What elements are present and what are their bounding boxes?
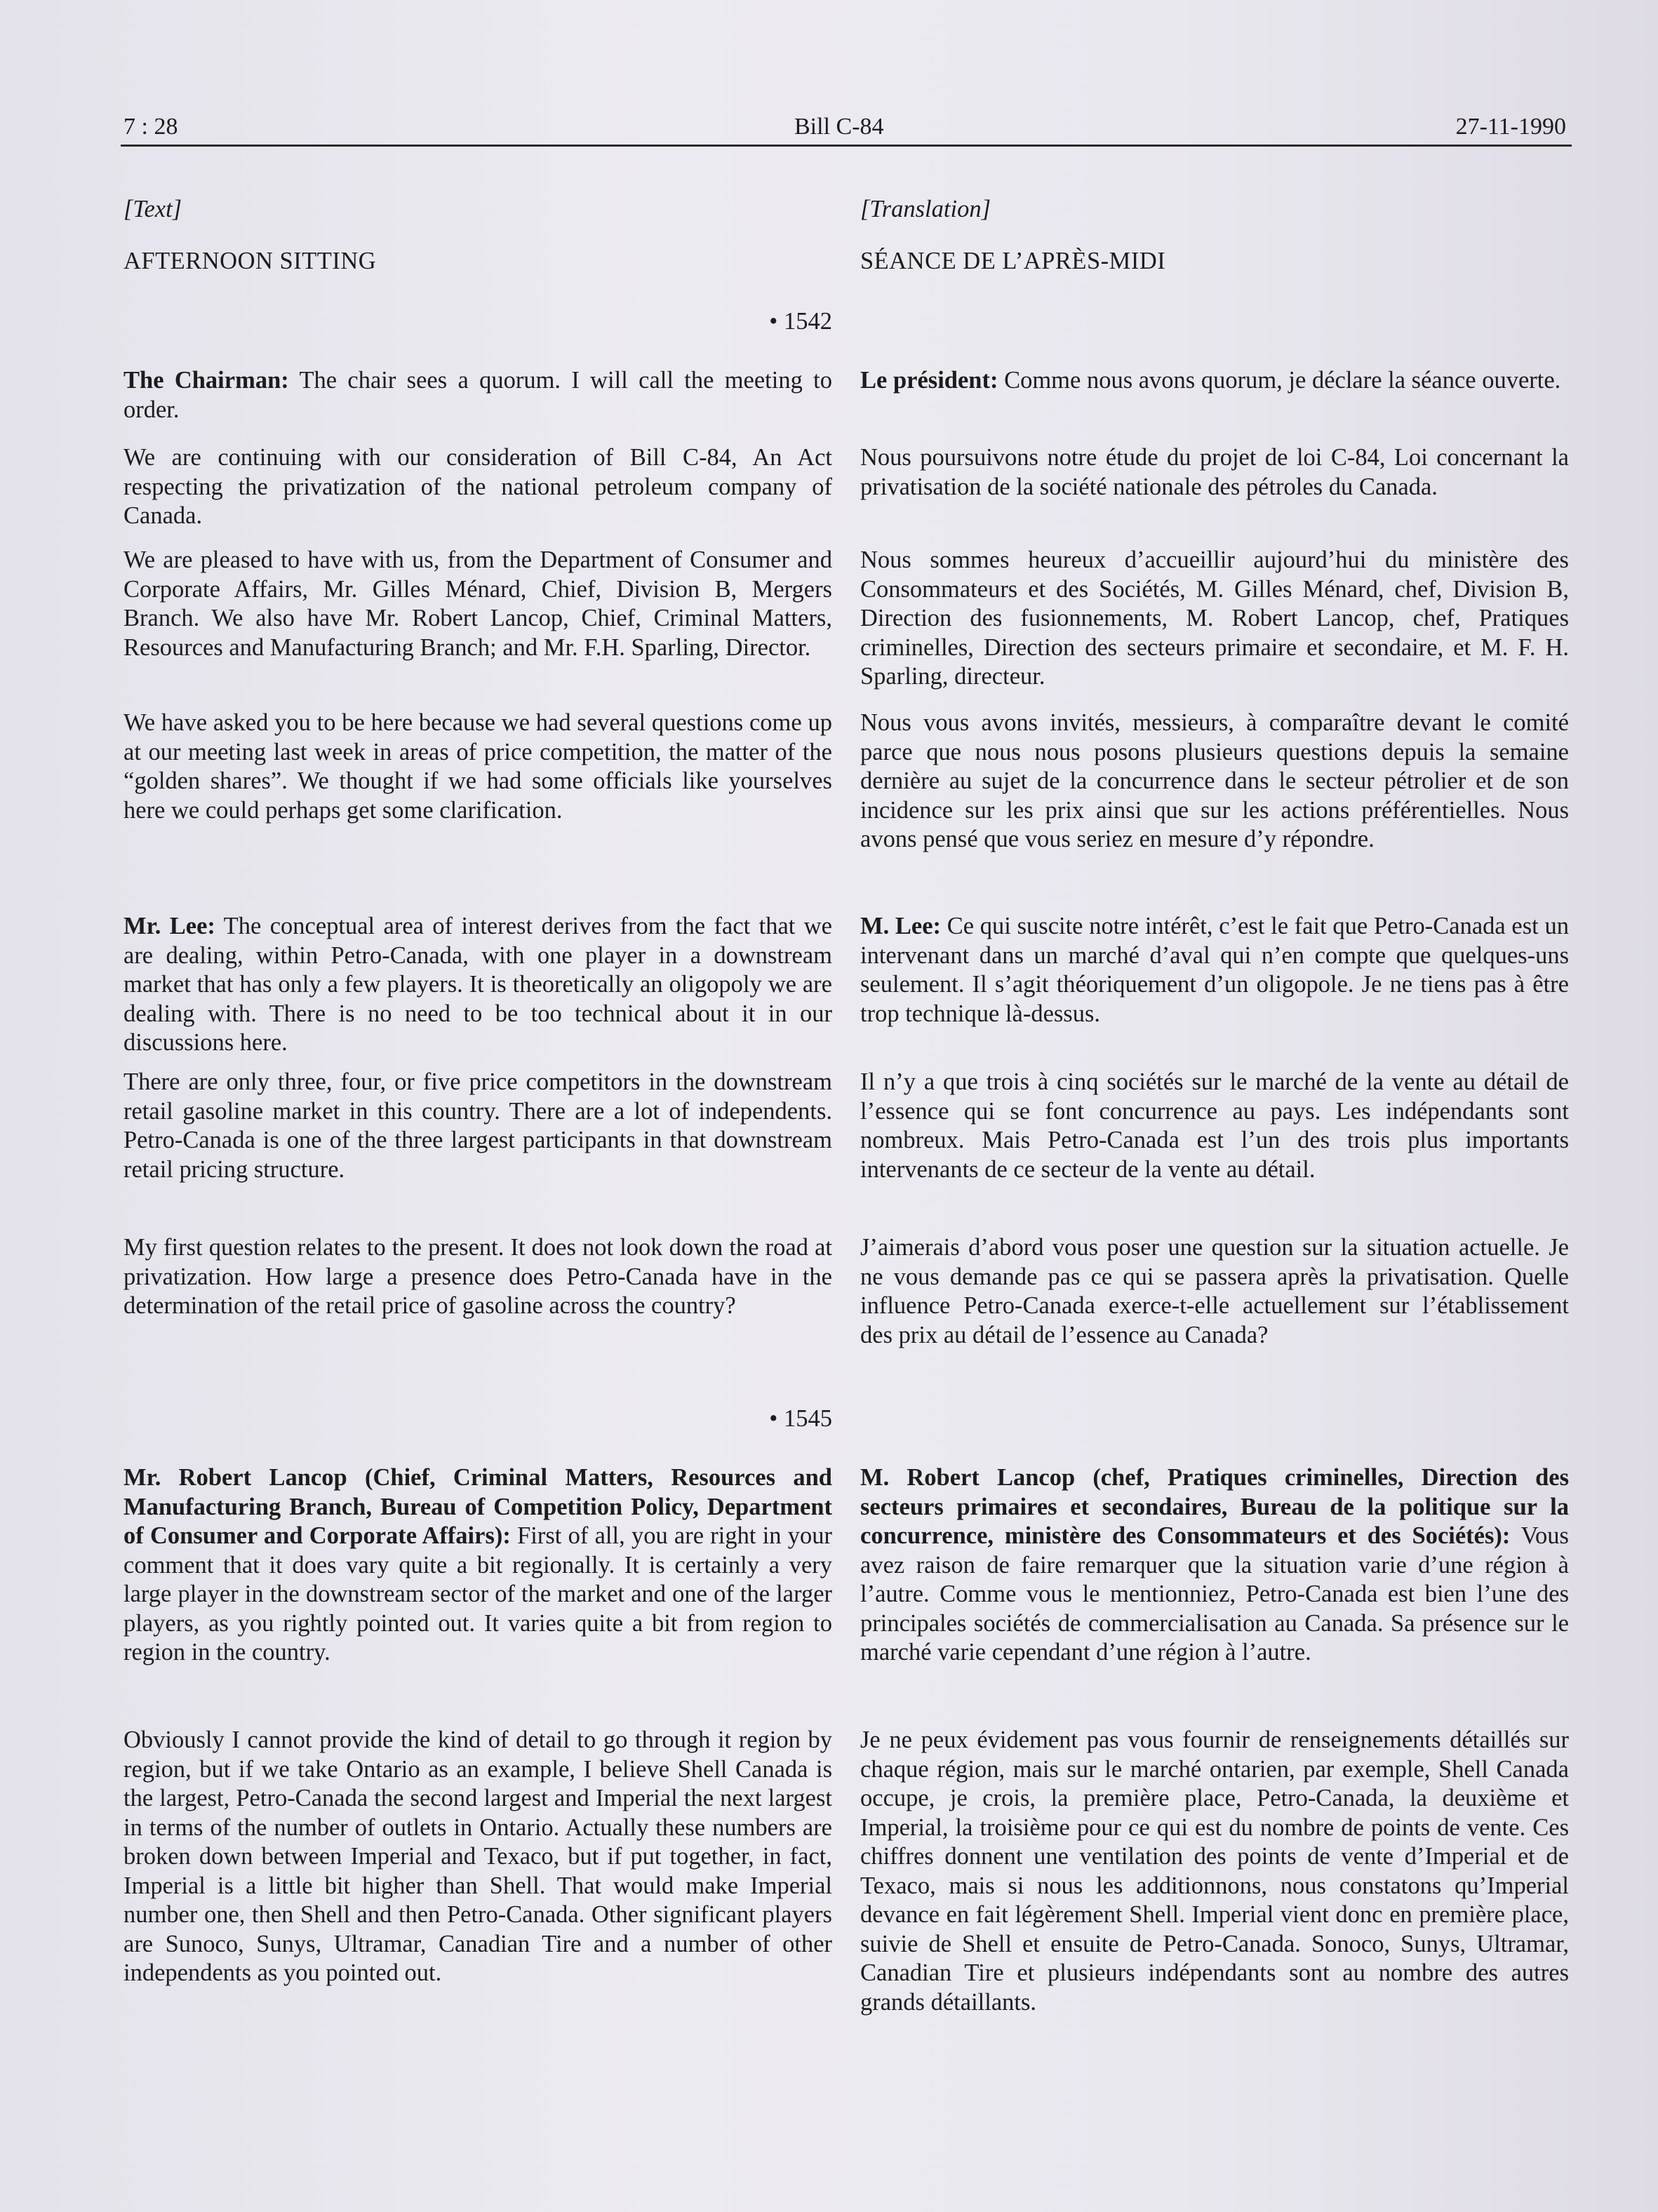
speaker-name: The Chairman: bbox=[123, 367, 289, 394]
paragraph: Nous sommes heureux d’accueillir aujourd’hui du ministère des Consommateurs et des Sociétés, M. Gilles Ménard, chef, Division B, Direction des fusionnements, M. Robert Lancop, chef, Pratiques criminelles, Direction des secteurs primaire et secondaire, et M. F. H. Sparling, directeur. bbox=[860, 547, 1569, 690]
paragraph-lee bbox=[123, 912, 832, 1058]
paragraph: Nous vous avons invités, messieurs, à comparaître devant le comité parce que nous nous posons plusieurs questions depuis la semaine dernière au sujet de la concurrence dans le secteur pétrolier et de son incidence sur les prix ainsi que sur les actions préférentielles. Nous avons pensé que vous seriez en mesure d’y répondre. bbox=[860, 709, 1569, 852]
paragraph-text: Comme nous avons quorum, je déclare la séance ouverte. bbox=[998, 367, 1561, 394]
speaker-name: Mr. Robert Lancop (Chief, Criminal Matters, Resources and Manufacturing Branch, Bureau of Competition Policy, Department of Consumer and Corporate Affairs): bbox=[123, 1464, 832, 1549]
paragraph-text: The conceptual area of interest derives from the fact that we are dealing, within Petro-Canada, with one player in a downstream market that has only a few players. It is theoretically an oligopoly we are dealing with. There is no need to be too technical about it in our discussions here. bbox=[123, 913, 832, 1056]
speaker-name: M. Lee: bbox=[860, 913, 942, 939]
paragraph: We have asked you to be here because we had several questions come up at our meeting last week in areas of price competition, the matter of the “golden shares”. We thought if we had some officials like yourselves here we could perhaps get some clarification. bbox=[123, 709, 832, 824]
paragraph-lee bbox=[860, 912, 1569, 1028]
time-marker: • 1545 bbox=[769, 1405, 832, 1432]
translation-tag: [Translation] bbox=[860, 196, 991, 222]
paragraph-lancop bbox=[860, 1463, 1569, 1668]
paragraph: We are pleased to have with us, from the Department of Consumer and Corporate Affairs, Mr. Gilles Ménard, Chief, Division B, Mergers Branch. We also have Mr. Robert Lancop, Chief, Criminal Matters, Resources and Manufacturing Branch; and Mr. F.H. Sparling, Director. bbox=[123, 547, 832, 661]
paragraph: Obviously I cannot provide the kind of detail to go through it region by region, but if we take Ontario as an example, I believe Shell Canada is the largest, Petro-Canada the second largest and Imperial the next largest in terms of the number of outlets in Ontario. Actually these numbers are broken down between Imperial and Texaco, but if put together, in fact, Imperial is a little bit higher than Shell. That would make Imperial number one, then Shell and then Petro-Canada. Other significant players are Sunoco, Sunys, Ultramar, Canadian Tire and a number of other independents as you pointed out. bbox=[123, 1727, 832, 1986]
page-header bbox=[121, 107, 1572, 147]
paragraph-text: The chair sees a quorum. I will call the meeting to order. bbox=[123, 367, 832, 423]
time-marker: • 1542 bbox=[769, 308, 832, 335]
document-date: 27-11-1990 bbox=[1455, 114, 1566, 140]
page-number: 7 : 28 bbox=[123, 114, 178, 140]
paragraph-text: First of all, you are right in your comment that it does vary quite a bit regionally. It is certainly a very large player in the downstream sector of the market and one of the larger players, as you rightly pointed out. It varies quite a bit from region to region in the country. bbox=[123, 1522, 833, 1665]
text-tag: [Text] bbox=[123, 196, 182, 222]
paragraph: Nous poursuivons notre étude du projet de loi C-84, Loi concernant la privatisation de la société nationale des pétroles du Canada. bbox=[860, 444, 1569, 500]
paragraph-chairman bbox=[123, 366, 832, 424]
speaker-name: Le président: bbox=[860, 367, 998, 394]
section-heading: AFTERNOON SITTING bbox=[123, 248, 377, 274]
paragraph: There are only three, four, or five price competitors in the downstream retail gasoline market in this country. There are a lot of independents. Petro-Canada is one of the three largest participants in that downstream retail pricing structure. bbox=[123, 1068, 832, 1183]
section-heading: SÉANCE DE L’APRÈS-MIDI bbox=[860, 248, 1166, 274]
paragraph: My first question relates to the present. It does not look down the road at privatization. How large a presence does Petro-Canada have in the determination of the retail price of gasoline across the country? bbox=[123, 1234, 832, 1319]
paragraph-lancop bbox=[123, 1463, 832, 1668]
document-title: Bill C-84 bbox=[794, 114, 884, 140]
paragraph-president bbox=[860, 366, 1569, 396]
speaker-name: M. Robert Lancop (chef, Pratiques criminelles, Direction des secteurs primaires et secondaires, Bureau de la politique sur la concurrence, ministère des Consommateurs et des Sociétés): bbox=[860, 1464, 1569, 1549]
paragraph: Je ne peux évidement pas vous fournir de renseignements détaillés sur chaque région, mais sur le marché ontarien, par exemple, Shell Canada occupe, je crois, la première place, Petro-Canada, la deuxième et Imperial, la troisième pour ce qui est du nombre de points de vente. Ces chiffres donnent une ventilation des points de vente d’Imperial et de Texaco, mais si nous les additionnons, nous constatons qu’Imperial devance en fait légèrement Shell. Imperial vient donc en première place, suivie de Shell et ensuite de Petro-Canada. Sonoco, Sunys, Ultramar, Canadian Tire et plusieurs indépendants sont au nombre des autres grands détaillants. bbox=[860, 1727, 1569, 2016]
speaker-name: Mr. Lee: bbox=[123, 913, 215, 939]
paragraph: J’aimerais d’abord vous poser une question sur la situation actuelle. Je ne vous demande pas ce qui se passera après la privatisation. Quelle influence Petro-Canada exerce-t-elle actuellement sur l’établissement des prix au détail de l’essence au Canada? bbox=[860, 1234, 1569, 1348]
paragraph-text: Vous avez raison de faire remarquer que la situation varie d’une région à l’autre. Comme vous le mentionniez, Petro-Canada est bien l’une des principales sociétés de commercialisation au Canada. Sa présence sur le marché varie cependant d’une région à l’autre. bbox=[860, 1522, 1569, 1665]
paragraph-text: Ce qui suscite notre intérêt, c’est le fait que Petro-Canada est un intervenant dans un marché d’aval qui n’en compte que quelques-uns seulement. Il s’agit théoriquement d’un oligopole. Je ne tiens pas à être trop technique là-dessus. bbox=[860, 913, 1569, 1027]
paragraph: We are continuing with our consideration of Bill C-84, An Act respecting the privatization of the national petroleum company of Canada. bbox=[123, 444, 832, 529]
paragraph: Il n’y a que trois à cinq sociétés sur le marché de la vente au détail de l’essence qui se font concurrence au pays. Les indépendants sont nombreux. Mais Petro-Canada est l’un des trois plus importants intervenants de ce secteur de la vente au détail. bbox=[860, 1068, 1569, 1183]
